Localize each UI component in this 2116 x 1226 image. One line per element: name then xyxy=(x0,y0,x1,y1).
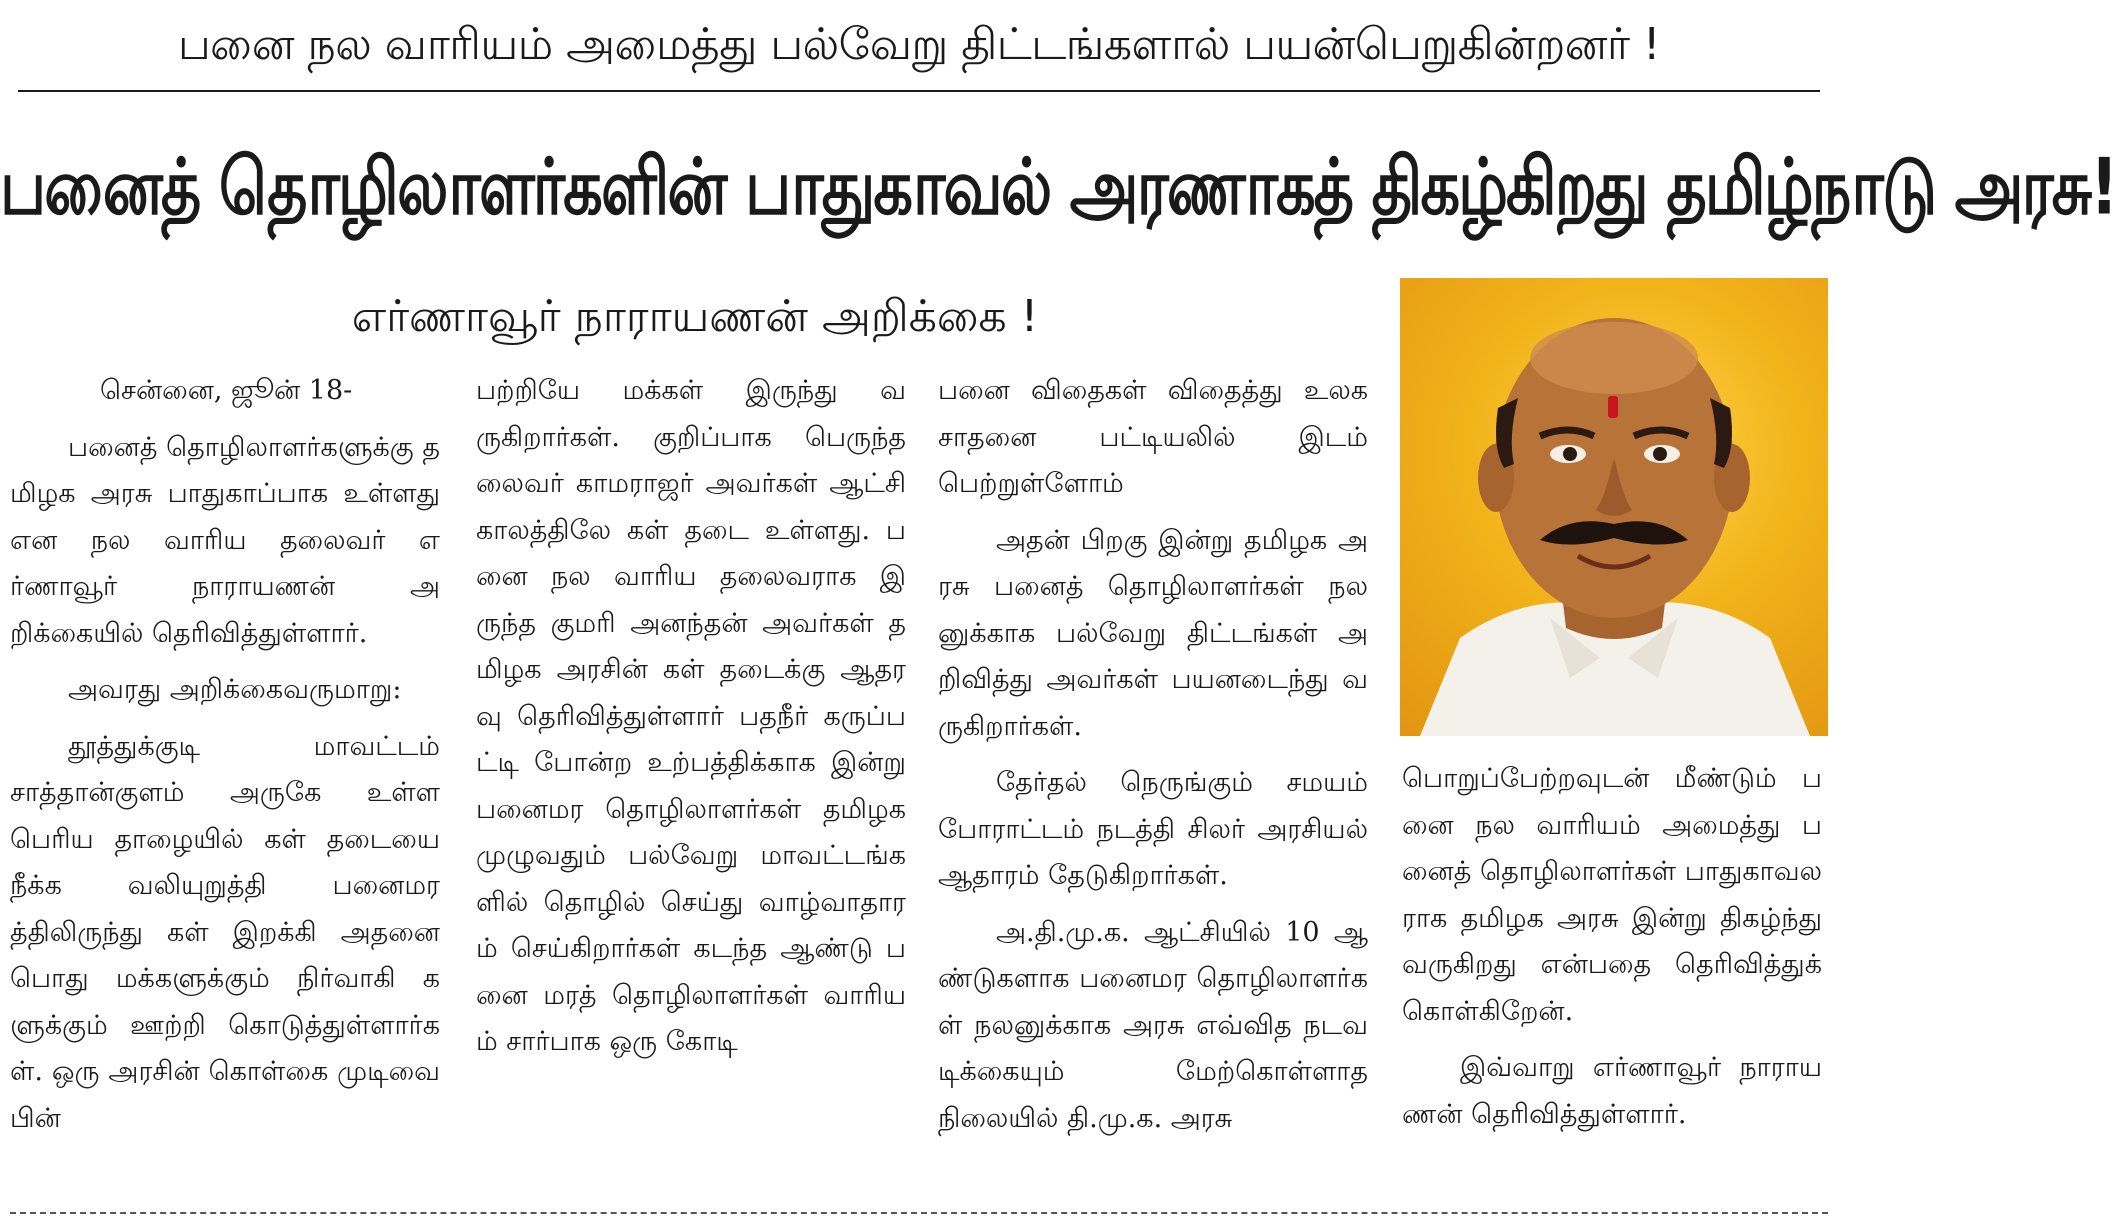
article-paragraph: பனைத் தொழிலாளர்களுக்கு தமிழக அரசு பாதுகாப்பாக உள்ளது என நல வாரிய தலைவர் எர்ணாவூர் நாராயணன் அறிக்கையில் தெரிவித்துள்ளார். xyxy=(10,431,440,649)
article-paragraph: அவரது அறிக்கைவருமாறு: xyxy=(68,674,402,705)
article-paragraph: அ.தி.மு.க. ஆட்சியில் 10 ஆண்டுகளாக பனைமர தொழிலாளர்கள் நலனுக்காக அரசு எவ்வித நடவடிக்கையும் மேற்கொள்ளாத நிலையில் தி.மு.க. அரசு xyxy=(938,916,1368,1134)
article-paragraph: இவ்வாறு எர்ணாவூர் நாராயணன் தெரிவித்துள்ளார். xyxy=(1402,1052,1822,1130)
article-paragraph: பனை விதைகள் விதைத்து உலக சாதனை பட்டியலில் இடம் பெற்றுள்ளோம் xyxy=(938,375,1368,499)
portrait-tilak xyxy=(1608,396,1618,418)
article-paragraph: பொறுப்பேற்றவுடன் மீண்டும் பனை நல வாரியம் அமைத்து பனைத் தொழிலாளர்கள் பாதுகாவலராக தமிழக அரசு இன்று திகழ்ந்து வருகிறது என்பதை தெரிவித்துக் கொள்கிறேன். xyxy=(1402,763,1822,1027)
article-dateline: சென்னை, ஜூன் 18- xyxy=(100,375,353,406)
article-paragraph: பற்றியே மக்கள் இருந்து வருகிறார்கள். குறிப்பாக பெருந்தலைவர் காமராஜர் அவர்கள் ஆட்சி காலத்திலே கள் தடை உள்ளது. பனை நல வாரிய தலைவராக இருந்த குமரி அனந்தன் அவர்கள் தமிழக அரசின் கள் தடைக்கு ஆதரவு தெரிவித்துள்ளார் பதநீர் கருப்பட்டி போன்ற உற்பத்திக்காக இன்று பனைமர தொழிலாளர்கள் தமிழக முழுவதும் பல்வேறு மாவட்டங்களில் தொழில் செய்து வாழ்வாதாரம் செய்கிறார்கள் கடந்த ஆண்டு பனை மரத் தொழிலாளர்கள் வாரியம் சார்பாக ஒரு கோடி xyxy=(476,375,906,1057)
portrait-illustration xyxy=(1400,278,1828,736)
portrait-head-highlight xyxy=(1530,322,1698,394)
article-paragraph: தூத்துக்குடி மாவட்டம் சாத்தான்குளம் அருகே உள்ள பெரிய தாழையில் கள் தடையை நீக்க வலியுறுத்தி பனைமரத்திலிருந்து கள் இறக்கி அதனை பொது மக்களுக்கும் நிர்வாகி களுக்கும் ஊற்றி கொடுத்துள்ளார்கள். ஒரு அரசின் கொள்கை முடிவை பின் xyxy=(10,730,440,1134)
portrait-photo xyxy=(1400,278,1828,736)
kicker-divider xyxy=(18,90,1820,92)
kicker-headline: பனை நல வாரியம் அமைத்து பல்வேறு திட்டங்களால் பயன்பெறுகின்றனர் ! xyxy=(177,19,1661,70)
article-column-2 xyxy=(476,368,906,1076)
article-paragraph: அதன் பிறகு இன்று தமிழக அரசு பனைத் தொழிலாளர்கள் நலனுக்காக பல்வேறு திட்டங்கள் அறிவித்து அவர்கள் பயனடைந்து வருகிறார்கள். xyxy=(938,524,1368,742)
bottom-dashed-divider xyxy=(10,1212,1828,1214)
sub-headline: எர்ணாவூர் நாராயணன் அறிக்கை ! xyxy=(351,291,1039,342)
article-paragraph: தேர்தல் நெருங்கும் சமயம் போராட்டம் நடத்தி சிலர் அரசியல் ஆதாரம் தேடுகிறார்கள். xyxy=(938,767,1368,891)
main-headline: பனைத் தொழிலாளர்களின் பாதுகாவல் அரணாகத் திகழ்கிறது தமிழ்நாடு அரசு! xyxy=(0,140,2116,232)
article-column-4 xyxy=(1402,756,1822,1148)
article-column-1 xyxy=(10,368,440,1152)
article-column-3 xyxy=(938,368,1368,1152)
